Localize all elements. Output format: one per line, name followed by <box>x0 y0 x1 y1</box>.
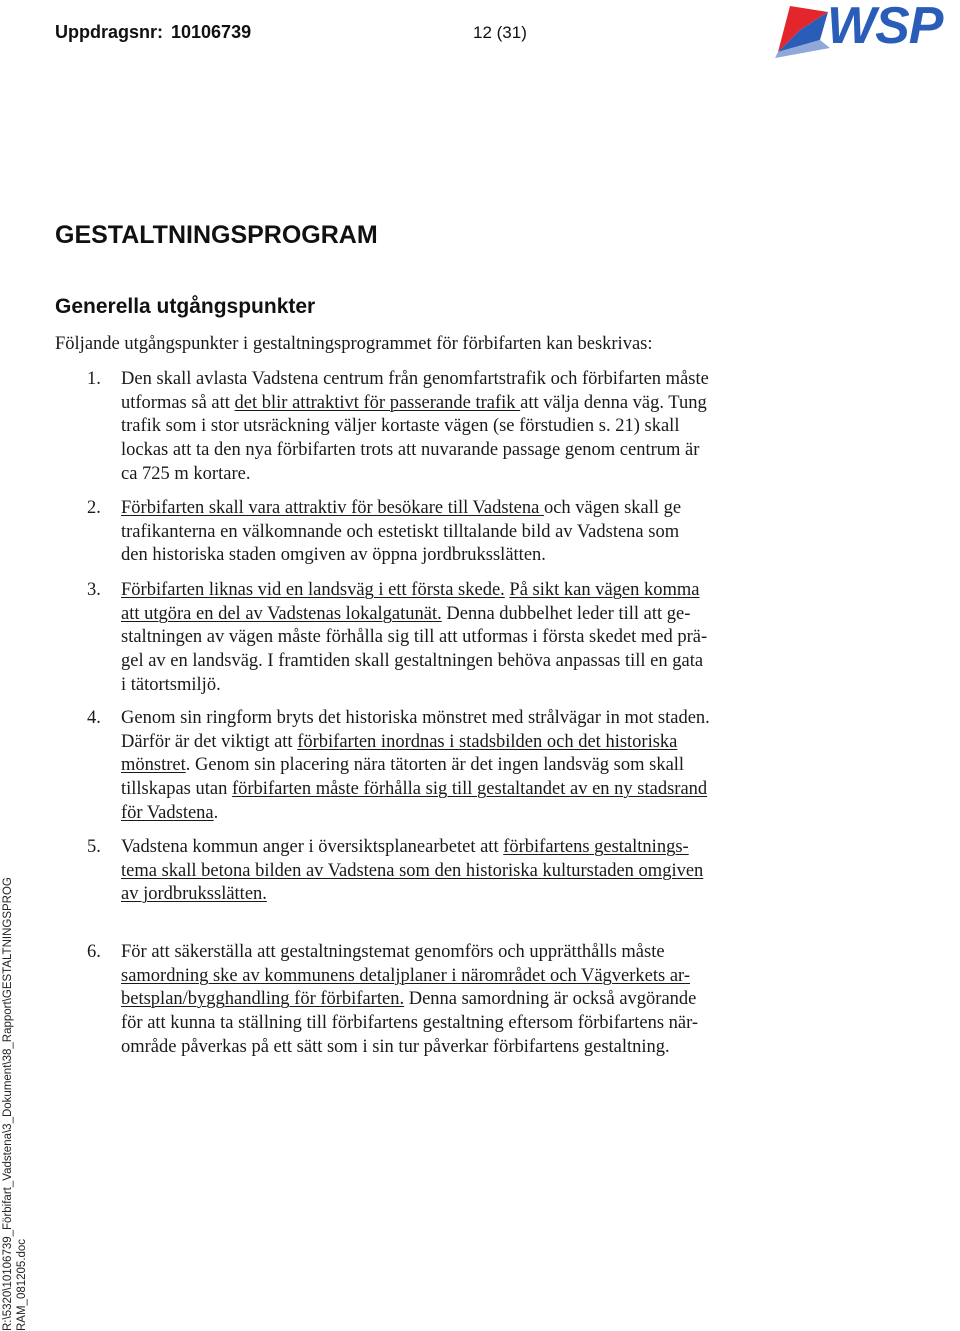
list-item <box>87 836 787 907</box>
text-line <box>121 463 787 487</box>
text-line <box>121 802 787 826</box>
underlined-text: förbifarten inordnas i stadsbilden och det historiska <box>297 731 678 752</box>
text-line <box>121 965 787 989</box>
file-path-footer <box>1 877 29 1331</box>
text-line <box>121 731 787 755</box>
text-line <box>121 860 787 884</box>
underlined-text: Förbifarten skall vara attraktiv för besökare till Vadstena <box>121 498 544 518</box>
text-line <box>121 497 787 521</box>
text-line <box>121 439 787 463</box>
underlined-text: mönstret <box>121 755 186 776</box>
underlined-text: av jordbruksslätten. <box>121 884 267 905</box>
text-span: i tätortsmiljö. <box>121 674 221 695</box>
text-line <box>121 544 787 568</box>
text-span: Genom sin ringform bryts det historiska mönstret med strålvägar in mot staden. <box>121 708 710 728</box>
text-span: Vadstena kommun anger i översiktsplanearbetet att <box>121 837 504 857</box>
text-line <box>121 521 787 545</box>
text-line <box>121 1036 787 1060</box>
list-item <box>87 368 787 487</box>
text-span: utformas så att <box>121 392 235 413</box>
text-line <box>121 754 787 778</box>
page-number: 12 (31) <box>473 23 527 42</box>
text-line <box>121 626 787 650</box>
intro-paragraph: Följande utgångspunkter i gestaltningsprogrammet för förbifarten kan beskrivas: <box>55 334 653 354</box>
text-span: område påverkas på ett sätt som i sin tur påverkar förbifartens gestaltning. <box>121 1036 670 1057</box>
underlined-text: samordning ske av kommunens detaljplaner i närområdet och Vägverkets ar- <box>121 965 691 986</box>
text-line <box>121 836 787 860</box>
text-line <box>121 941 787 965</box>
list-item-text <box>121 707 787 826</box>
underlined-text: för Vadstena <box>121 802 214 823</box>
text-span: Därför är det viktigt att <box>121 731 298 752</box>
underlined-text: förbifarten måste förhålla sig till gestaltandet av en ny stadsrand <box>231 779 708 800</box>
text-line <box>121 1012 787 1036</box>
text-span: gel av en landsväg. I framtiden skall gestaltningen behöva anpassas till en gata <box>121 651 704 672</box>
text-span: trafik som i stor utsräckning väljer kortaste vägen (se förstudien s. 21) skall <box>121 416 680 437</box>
list-item-number: 5. <box>87 837 101 857</box>
text-span: tillskapas utan <box>121 779 232 800</box>
text-line <box>121 392 787 416</box>
underlined-text: förbifartens gestaltnings- <box>503 837 689 857</box>
underlined-text: att utgöra en del av Vadstenas lokalgatunät. <box>121 603 442 624</box>
underlined-text: Förbifarten liknas vid en landsväg i ett första skede. <box>121 580 505 600</box>
text-line <box>121 883 787 907</box>
project-number-label: Uppdragsnr: <box>55 22 163 42</box>
text-span: trafikanterna en välkomnande och estetiskt tilltalande bild av Vadstena som <box>121 521 680 542</box>
underlined-text: det blir attraktivt för passerande trafik <box>234 392 521 413</box>
text-span: lockas att ta den nya förbifarten trots att nuvarande passage genom centrum är <box>121 440 700 461</box>
page-title: GESTALTNINGSPROGRAM <box>55 221 378 249</box>
list-item-number: 6. <box>87 942 101 962</box>
text-line <box>121 579 787 603</box>
list-item-text <box>121 368 787 487</box>
text-line <box>121 674 787 698</box>
list-item-text <box>121 836 787 907</box>
file-path-line: RAM_081205.doc <box>16 1238 28 1331</box>
list-item-number: 2. <box>87 498 101 518</box>
text-line <box>121 778 787 802</box>
project-number-value: 10106739 <box>171 22 252 42</box>
underlined-text: På sikt kan vägen komma <box>509 580 700 600</box>
list-item-number: 1. <box>87 369 101 389</box>
text-line <box>121 368 787 392</box>
text-line <box>121 650 787 674</box>
list-item <box>87 707 787 826</box>
underlined-text: tema skall betona bilden av Vadstena som den historiska kulturstaden omgiven <box>121 860 704 881</box>
list-item-number: 3. <box>87 580 101 600</box>
text-span: Denna dubbelhet leder till att ge- <box>441 603 691 624</box>
text-span: . Genom sin placering nära tätorten är det ingen landsväg som skall <box>185 755 685 776</box>
text-span: ca 725 m kortare. <box>121 463 251 484</box>
text-line <box>121 988 787 1012</box>
text-span: Denna samordning är också avgörande <box>404 989 697 1010</box>
text-span: staltningen av vägen måste förhålla sig till att utformas i första skedet med prä- <box>121 627 708 648</box>
list-item-number: 4. <box>87 708 101 728</box>
text-span: För att säkerställa att gestaltningstemat genomförs och upprätthålls måste <box>121 942 665 962</box>
logo-text: WSP <box>827 0 943 55</box>
list-item-text <box>121 579 787 698</box>
text-span: för att kunna ta ställning till förbifartens gestaltning eftersom förbifartens när- <box>121 1013 699 1034</box>
list-item <box>87 941 787 1060</box>
list-item-text <box>121 941 787 1060</box>
text-span: och vägen skall ge <box>543 498 682 518</box>
text-line <box>121 707 787 731</box>
text-line <box>121 415 787 439</box>
list-item <box>87 497 787 568</box>
underlined-text: betsplan/bygghandling för förbifarten. <box>121 989 405 1010</box>
list-item-text <box>121 497 787 568</box>
text-line <box>121 603 787 627</box>
section-heading: Generella utgångspunkter <box>55 295 316 318</box>
list-item <box>87 579 787 698</box>
text-span: att välja denna väg. Tung <box>520 392 707 413</box>
header-project-number <box>55 22 251 43</box>
text-span: Den skall avlasta Vadstena centrum från genomfartstrafik och förbifarten måste <box>121 369 709 389</box>
file-path-line: R:\5320\10106739_Förbifart_Vadstena\3_Dokument\38_Rapport\GESTALTNINGSPROG <box>2 877 14 1331</box>
text-span: den historiska staden omgiven av öppna jordbruksslätten. <box>121 545 546 566</box>
text-span: . <box>213 802 219 823</box>
